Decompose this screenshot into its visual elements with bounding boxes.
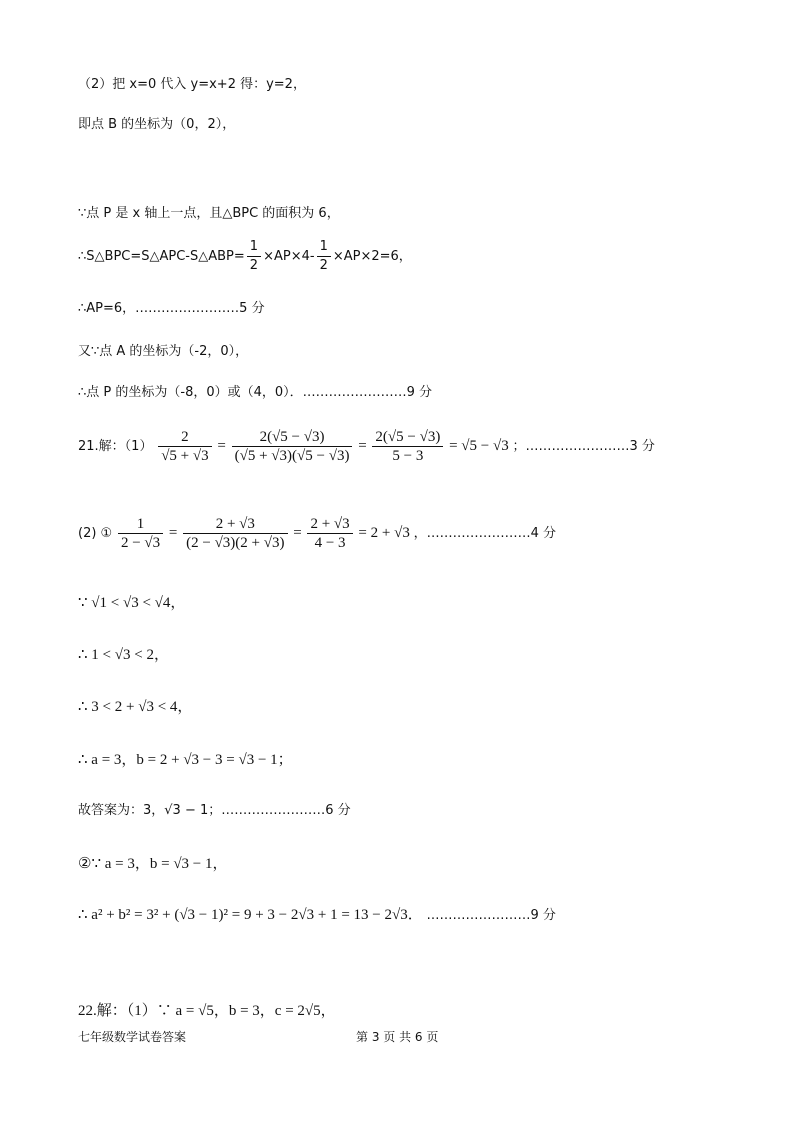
text-line: ∵ √1 < √3 < √4，: [78, 595, 186, 611]
q21-part2: (2) ① $\frac{1}{2 - √3}$ = $\frac{2 + √3}{(2 - √3)(2 + √3)}$ = $\frac{2 + √3}{4 - 3}$ = 2 + √3 ，……………………4 分: [78, 516, 556, 551]
footer-title: 七年级数学试卷答案: [78, 1030, 187, 1044]
text-line: ∴AP=6，……………………5 分: [78, 301, 265, 316]
q21-part1: 21.解：（1） $\frac{2}{√5 + √3}$ = $\frac{2(√5 - √3)}{(√5 + √3)(√5 - √3)}$ = $\frac{2(√5 - √3)}{5 - 3}$ = √5 − √3 ；……………………3 分: [78, 429, 655, 464]
score-mark: ……………………9 分: [426, 908, 556, 923]
equation: ∴ a² + b² = 3² + (√3 − 1)² = 9 + 3 − 2√3 + 1 = 13 − 2√3．: [78, 907, 423, 923]
text-line: ∴ 1 < √3 < 2，: [78, 647, 169, 663]
sub-label: (2) ①: [78, 525, 113, 541]
text-line: 即点 B 的坐标为（0，2），: [78, 117, 236, 132]
text-line: ∵点 P 是 x 轴上一点，且△BPC 的面积为 6，: [78, 206, 340, 221]
equation-part: ×AP×2=6，: [332, 249, 412, 264]
area-equation: [78, 238, 412, 275]
page-number: 第 3 页 共 6 页: [356, 1030, 439, 1044]
text-line: （2）把 x=0 代入 y=x+2 得：y=2，: [78, 77, 306, 92]
score-mark: ；……………………3 分: [512, 438, 655, 454]
equation-part: ∴S△BPC=S△APC-S△ABP=: [78, 249, 245, 264]
text-line: 又∵点 A 的坐标为（-2，0），: [78, 344, 249, 359]
equation-part: ×AP×4-: [263, 249, 315, 264]
text-line: ∴ 3 < 2 + √3 < 4，: [78, 699, 193, 715]
fraction: $\frac{1}{2}$: [317, 238, 331, 275]
text-line: ②∵ a = 3，b = √3 − 1，: [78, 856, 228, 872]
question-label: 21.解：（1）: [78, 438, 153, 454]
fraction: $\frac{1}{2}$: [247, 238, 261, 275]
text-line: 故答案为：3，√3 − 1；……………………6 分: [78, 803, 351, 818]
text-line: ∴点 P 的坐标为（-8，0）或（4，0）．……………………9 分: [78, 385, 433, 400]
text-line: 22.解：（1）∵ a = √5，b = 3，c = 2√5，: [78, 1003, 336, 1019]
text-line: ∴ a = 3，b = 2 + √3 − 3 = √3 − 1；: [78, 752, 293, 768]
q21-sum-line: [78, 906, 556, 925]
score-mark: ，……………………4 分: [413, 525, 556, 541]
